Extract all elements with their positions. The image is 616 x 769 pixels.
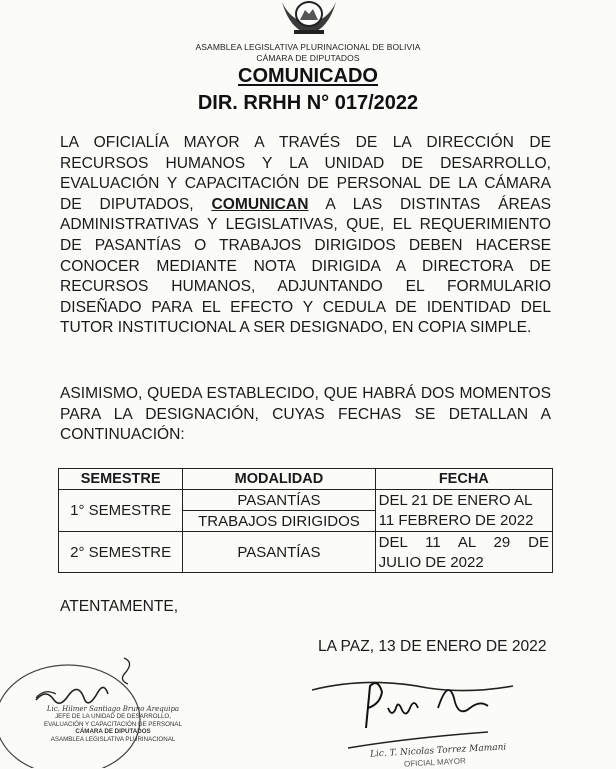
institution-name: ASAMBLEA LEGISLATIVA PLURINACIONAL DE BOLIVIA <box>195 42 421 52</box>
document-reference: DIR. RRHH N° 017/2022 <box>197 92 419 114</box>
header-fecha: FECHA <box>375 469 552 490</box>
stamp-line: EVALUACIÓN Y CAPACITACIÓN DE PERSONAL <box>44 720 182 728</box>
cell-modalidad-1a: PASANTÍAS <box>183 490 375 511</box>
table-header-row <box>59 469 553 490</box>
paragraph-1-start: LA OFICIALÍA MAYOR A TRAVÉS DE LA DIRECCIÓN DE RECURSOS HUMANOS Y LA UNIDAD DE DESARROLLO, EVALUACIÓN Y CAPACITACIÓN DE PERSONAL DE LA CÁMARA DE DIPUTADOS, <box>60 134 551 213</box>
table-row <box>59 490 553 511</box>
cell-fecha-2a: DEL 11 AL 29 DE <box>375 532 552 553</box>
stamp-signer-name: Lic. Hilmer Santiago Bruno Arequipa <box>46 705 180 713</box>
header-semestre: SEMESTRE <box>59 469 183 490</box>
cell-modalidad-1b: TRABAJOS DIRIGIDOS <box>183 511 375 532</box>
closing-text: ATENTAMENTE, <box>60 598 179 615</box>
stamp-line: ASAMBLEA LEGISLATIVA PLURINACIONAL <box>50 735 176 743</box>
document-title: COMUNICADO <box>238 65 378 87</box>
stamp-line: CÁMARA DE DIPUTADOS <box>75 728 151 736</box>
table-row <box>59 532 553 553</box>
cell-fecha-2b: JULIO DE 2022 <box>375 552 552 573</box>
paragraph-1 <box>60 133 551 339</box>
paragraph-1-end: A LAS DISTINTAS ÁREAS ADMINISTRATIVAS Y LEGISLATIVAS, QUE, EL REQUERIMIENTO DE PASANTÍAS O TRABAJOS DIRIGIDOS DEBEN HACERSE CONOCER MEDIANTE NOTA DIRIGIDA A DIRECTORA DE RECURSOS HUMANOS, ADJUNTANDO EL FORMULARIO DISEÑADO PARA EL EFECTO Y CEDULA DE IDENTIDAD DEL TUTOR INSTITUCIONAL A SER DESIGNADO, EN COPIA SIMPLE. <box>60 195 551 337</box>
cell-semestre-2: 2° SEMESTRE <box>59 532 183 573</box>
coat-of-arms-emblem <box>270 0 348 38</box>
signer-name: Lic. T. Nicolas Torrez Mamani <box>369 742 507 760</box>
header-modalidad: MODALIDAD <box>183 469 375 490</box>
stamp-line: JEFE DE LA UNIDAD DE DESARROLLO, <box>55 713 171 721</box>
cell-fecha-1b: 11 FEBRERO DE 2022 <box>375 511 552 532</box>
cell-semestre-1: 1° SEMESTRE <box>59 490 183 532</box>
paragraph-2: ASIMISMO, QUEDA ESTABLECIDO, QUE HABRÁ DOS MOMENTOS PARA LA DESIGNACIÓN, CUYAS FECHAS SE DETALLAN A CONTINUACIÓN: <box>60 385 551 444</box>
emphasis-comunican: COMUNICAN <box>211 195 309 213</box>
place-date: LA PAZ, 13 DE ENERO DE 2022 <box>318 638 547 655</box>
cell-fecha-1a: DEL 21 DE ENERO AL <box>375 490 552 511</box>
cell-modalidad-2: PASANTÍAS <box>183 532 375 573</box>
signer-role: OFICIAL MAYOR <box>403 756 466 769</box>
chamber-name: CÁMARA DE DIPUTADOS <box>256 53 360 63</box>
schedule-table <box>58 468 553 573</box>
stamp-text-block <box>38 706 188 743</box>
